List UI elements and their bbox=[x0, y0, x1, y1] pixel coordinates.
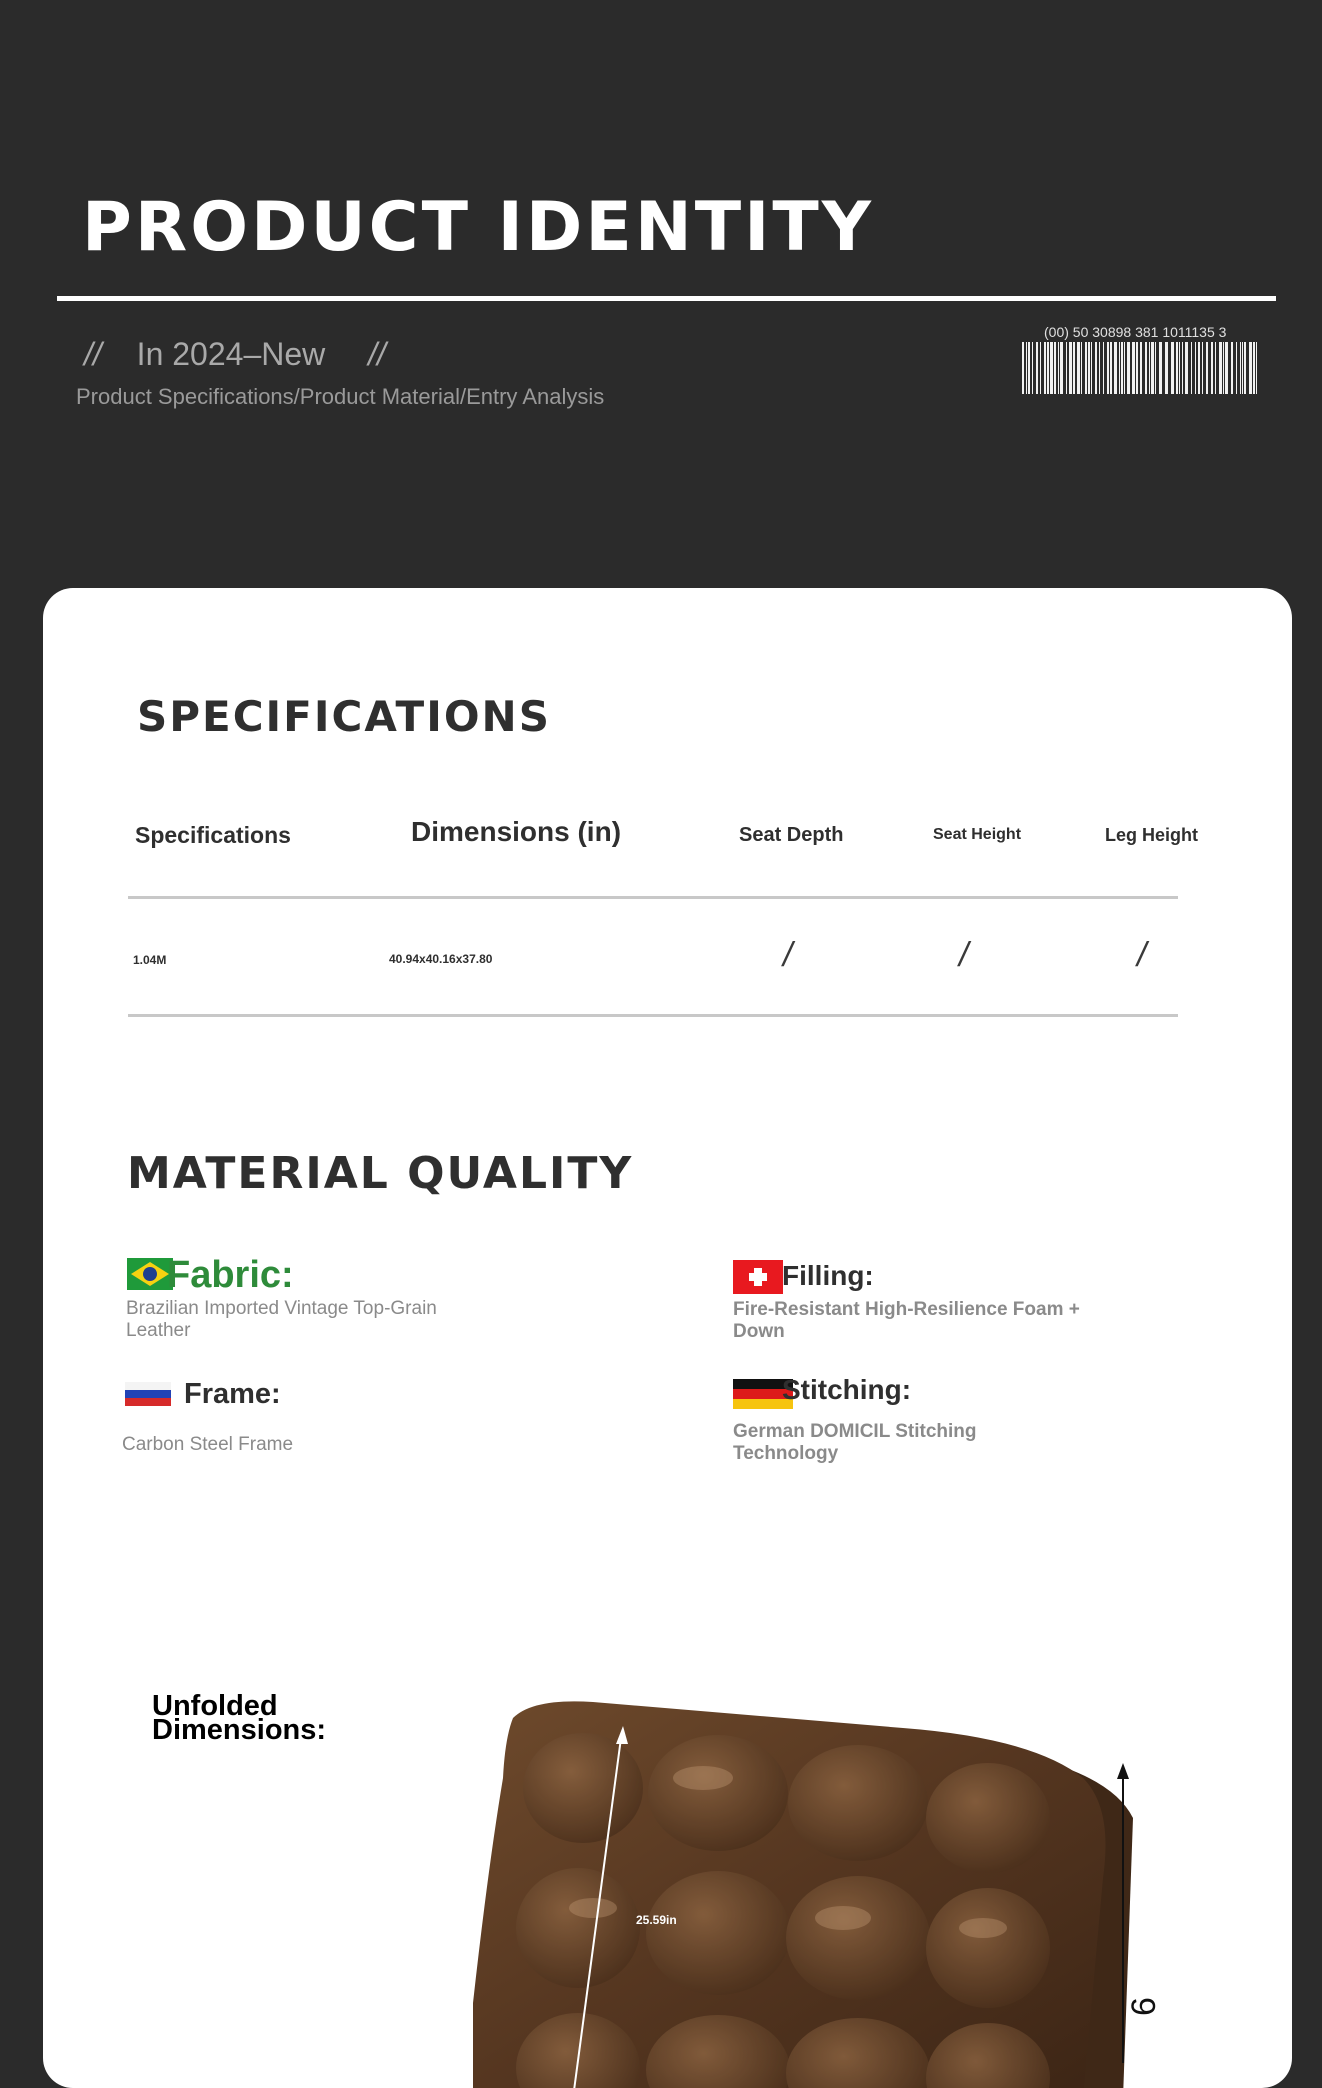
unfolded-dimensions-label: Unfolded Dimensions: bbox=[152, 1690, 327, 1746]
filling-label: Filling: bbox=[782, 1260, 874, 1291]
table-cell-leg-height: / bbox=[1137, 936, 1147, 974]
table-cell-seat-depth: / bbox=[783, 936, 793, 974]
table-cell-specifications: 1.04M bbox=[133, 953, 167, 967]
tagline-slash-left: // bbox=[84, 336, 102, 372]
table-header-seat-depth: Seat Depth bbox=[739, 824, 844, 846]
tagline-slash-right: // bbox=[368, 336, 386, 372]
barcode-icon bbox=[1020, 340, 1262, 396]
content-card bbox=[43, 588, 1292, 2088]
russia-flag-icon bbox=[125, 1382, 171, 1406]
header-subtitle: Product Specifications/Product Material/Entry Analysis bbox=[76, 384, 605, 409]
switzerland-flag-icon bbox=[733, 1260, 783, 1294]
table-divider-bottom bbox=[128, 1014, 1178, 1017]
leather-chair-image bbox=[473, 1698, 1173, 2088]
fabric-description: Brazilian Imported Vintage Top-Grain Leather bbox=[126, 1298, 437, 1341]
table-divider-top bbox=[128, 896, 1178, 899]
barcode-number: (00) 50 30898 381 1011135 3 bbox=[1044, 324, 1227, 340]
height-measurement-label: 6 bbox=[1125, 1997, 1163, 2016]
table-cell-dimensions: 40.94x40.16x37.80 bbox=[389, 952, 493, 966]
specifications-heading: SPECIFICATIONS bbox=[137, 692, 551, 741]
table-header-leg-height: Leg Height bbox=[1105, 825, 1198, 845]
material-quality-heading: MATERIAL QUALITY bbox=[127, 1148, 634, 1199]
fabric-label: Fabric: bbox=[167, 1254, 294, 1296]
height-arrow-icon bbox=[1103, 1763, 1143, 2063]
stitching-label: Stitching: bbox=[782, 1374, 912, 1405]
page-title: PRODUCT IDENTITY bbox=[82, 188, 875, 267]
table-header-dimensions: Dimensions (in) bbox=[411, 816, 622, 847]
tagline-year: In 2024–New bbox=[136, 336, 326, 372]
year-tagline bbox=[80, 336, 390, 373]
table-cell-seat-height: / bbox=[959, 936, 969, 974]
table-header-specifications: Specifications bbox=[135, 822, 291, 848]
frame-description: Carbon Steel Frame bbox=[122, 1434, 294, 1455]
header-divider bbox=[57, 296, 1276, 301]
width-measurement-label: 25.59in bbox=[636, 1913, 677, 1927]
filling-description: Fire-Resistant High-Resilience Foam + Down bbox=[733, 1299, 1080, 1342]
table-header-seat-height: Seat Height bbox=[933, 826, 1022, 843]
stitching-description: German DOMICIL Stitching Technology bbox=[733, 1421, 977, 1464]
frame-label: Frame: bbox=[184, 1378, 281, 1410]
